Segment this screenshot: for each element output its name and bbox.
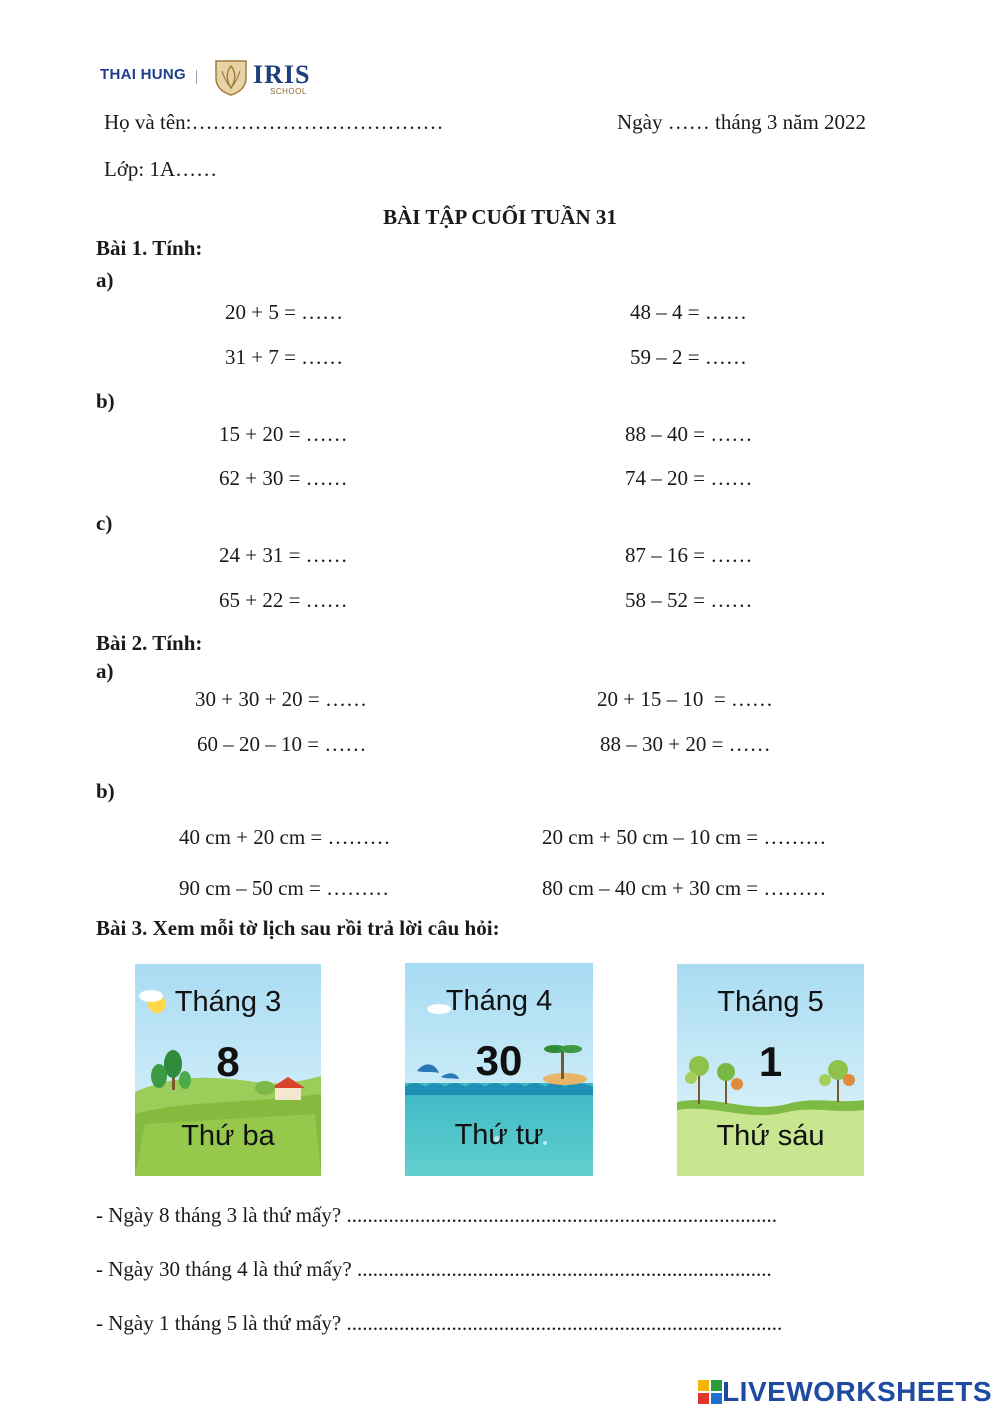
name-field[interactable]: Họ và tên:………………………………: [104, 110, 444, 134]
calendar-march: [135, 964, 321, 1176]
bai1-b-left-2[interactable]: 62 + 30 = ……: [219, 466, 348, 490]
bai2-a-left-1[interactable]: 30 + 30 + 20 = ……: [195, 687, 368, 711]
calendar-may-weekday: Thứ sáu: [716, 1120, 825, 1152]
class-field[interactable]: Lớp: 1A……: [104, 157, 218, 181]
bai2-b-left-2[interactable]: 90 cm – 50 cm = ………: [179, 876, 390, 900]
bai2-b-right-2[interactable]: 80 cm – 40 cm + 30 cm = ………: [542, 876, 827, 900]
question-march[interactable]: - Ngày 8 tháng 3 là thứ mấy? ..................................................................................: [96, 1203, 777, 1227]
iris-logo-text: IRIS: [253, 60, 311, 89]
calendar-april-weekday: Thứ tư: [454, 1119, 544, 1151]
thai-hung-logo: THAI HUNG: [100, 66, 187, 83]
bai2-b-left-1[interactable]: 40 cm + 20 cm = ………: [179, 825, 391, 849]
calendar-march-day: 8: [216, 1038, 240, 1085]
bai2-b-label: b): [96, 779, 115, 803]
bai1-b-right-1[interactable]: 88 – 40 = ……: [625, 422, 753, 446]
bai1-a-right-2[interactable]: 59 – 2 = ……: [630, 345, 747, 369]
bai1-c-left-1[interactable]: 24 + 31 = ……: [219, 543, 348, 567]
logo-divider: [196, 70, 197, 84]
calendar-may-month: Tháng 5: [717, 986, 824, 1018]
calendar-april: [405, 963, 593, 1176]
calendar-march-weekday: Thứ ba: [181, 1120, 275, 1152]
bai2-heading: Bài 2. Tính:: [96, 631, 203, 655]
bai3-heading: Bài 3. Xem mỗi tờ lịch sau rồi trả lời câu hỏi:: [96, 916, 500, 940]
bai1-c-label: c): [96, 511, 113, 535]
calendar-april-day: 30: [475, 1037, 523, 1084]
iris-logo-subtext: SCHOOL: [270, 87, 307, 96]
bai2-a-label: a): [96, 659, 114, 683]
bai1-a-left-2[interactable]: 31 + 7 = ……: [225, 345, 344, 369]
iris-crest-icon: [212, 58, 250, 96]
question-may[interactable]: - Ngày 1 tháng 5 là thứ mấy? ...................................................................................: [96, 1311, 783, 1335]
bai2-b-right-1[interactable]: 20 cm + 50 cm – 10 cm = ………: [542, 825, 827, 849]
calendar-march-month: Tháng 3: [174, 986, 282, 1018]
bai1-a-right-1[interactable]: 48 – 4 = ……: [630, 300, 747, 324]
date-field[interactable]: Ngày …… tháng 3 năm 2022: [617, 110, 867, 134]
liveworksheets-logo-icon: [698, 1380, 722, 1404]
bai1-a-label: a): [96, 268, 114, 292]
bai2-a-right-1[interactable]: 20 + 15 – 10 = ……: [597, 687, 773, 711]
bai2-a-left-2[interactable]: 60 – 20 – 10 = ……: [197, 732, 367, 756]
liveworksheets-watermark: LIVEWORKSHEETS: [722, 1376, 992, 1407]
bai1-b-label: b): [96, 389, 115, 413]
bai2-a-right-2[interactable]: 88 – 30 + 20 = ……: [600, 732, 771, 756]
bai1-a-left-1[interactable]: 20 + 5 = ……: [225, 300, 344, 324]
calendar-april-month: Tháng 4: [445, 985, 553, 1017]
bai1-b-right-2[interactable]: 74 – 20 = ……: [625, 466, 753, 490]
question-april[interactable]: - Ngày 30 tháng 4 là thứ mấy? ...............................................................................: [96, 1257, 772, 1281]
bai1-c-right-2[interactable]: 58 – 52 = ……: [625, 588, 753, 612]
bai1-c-right-1[interactable]: 87 – 16 = ……: [625, 543, 753, 567]
calendar-may-day: 1: [758, 1038, 783, 1085]
bai1-heading: Bài 1. Tính:: [96, 236, 203, 260]
calendar-may: [677, 964, 864, 1176]
bai1-c-left-2[interactable]: 65 + 22 = ……: [219, 588, 348, 612]
bai1-b-left-1[interactable]: 15 + 20 = ……: [219, 422, 348, 446]
worksheet-title: BÀI TẬP CUỐI TUẦN 31: [383, 205, 617, 229]
